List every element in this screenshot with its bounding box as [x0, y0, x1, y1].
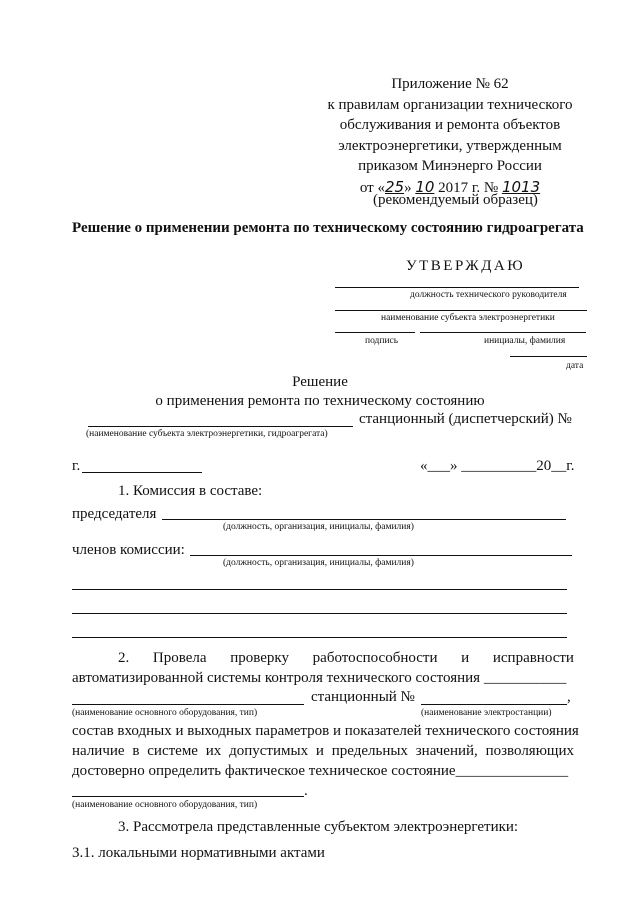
equipment-caption: (наименование основного оборудования, тип) [72, 708, 258, 718]
power-station-caption: (наименование электростанции) [421, 708, 552, 718]
order-day: 25 [384, 177, 405, 196]
equipment-caption-2: (наименование основного оборудования, тип) [72, 800, 258, 810]
appendix-header [300, 74, 600, 198]
signature-line [335, 332, 415, 333]
signature-caption: подпись [365, 336, 399, 346]
document-title: Решение о применении ремонта по техническому состоянию гидроагрегата [72, 220, 584, 236]
date-line [510, 356, 587, 357]
members-line-4 [72, 637, 567, 638]
appendix-order-date: от «25» 10 2017 г. № 1013 [359, 177, 541, 196]
city-line [82, 472, 202, 473]
parameters-paragraph: состав входных и выходных параметров и показателей технического состояния наличие в системе их допустимых и предельных значений, позволяющих достоверно определить фактическое техническое состояние_______________ [72, 723, 579, 779]
members-label: членов комиссии: [72, 542, 185, 558]
appendix-line-3: обслуживания и ремонта объектов [339, 117, 561, 133]
station-number-line [421, 704, 567, 705]
decision-title: Решение [292, 374, 348, 390]
section2-paragraph [72, 648, 574, 688]
appendix-number: Приложение № 62 [391, 76, 509, 92]
members-line [190, 555, 572, 556]
entity-line [335, 310, 587, 311]
date-caption: дата [566, 361, 584, 371]
section2-second-line: автоматизированной системы контроля технического состояния ___________ [72, 670, 567, 686]
equipment-line [72, 704, 304, 705]
members-line-2 [72, 589, 567, 590]
initials-caption: инициалы, фамилия [484, 336, 566, 346]
decision-date: «___» __________20__г. [420, 458, 575, 474]
position-line [335, 287, 579, 288]
section3-item-1: 3.1. локальными нормативными актами [72, 845, 325, 861]
members-line-3 [72, 613, 567, 614]
section3-heading: 3. Рассмотрела представленные субъектом электроэнергетики: [118, 819, 519, 835]
order-number: 1013 [501, 177, 541, 196]
members-caption: (должность, организация, инициалы, фамилия) [223, 558, 414, 568]
approve-title: УТВЕРЖДАЮ [406, 258, 526, 274]
chair-label: председателя [72, 506, 157, 522]
entity-hydro-caption: (наименование субъекта электроэнергетики, гидроагрегата) [86, 429, 328, 439]
entity-caption: наименование субъекта электроэнергетики [381, 313, 555, 323]
appendix-line-4: электроэнергетики, утвержденным [338, 137, 562, 154]
entity-name-line [88, 426, 353, 427]
order-month: 10 [415, 177, 435, 196]
section2-first-line: 2. Провела проверку работоспособности и исправности [118, 650, 574, 666]
station-dispatch-number: станционный (диспетчерский) № [359, 411, 572, 427]
position-caption: должность технического руководителя [410, 290, 567, 300]
equipment-line-2 [72, 796, 304, 797]
appendix-line-2: к правилам организации технического [327, 96, 573, 113]
city-label: г. [72, 458, 81, 474]
commission-heading: 1. Комиссия в составе: [118, 483, 263, 499]
station-number-label: станционный № [311, 689, 415, 705]
appendix-line-5: приказом Минэнерго России [358, 158, 542, 174]
decision-subtitle: о применения ремонта по техническому состоянию [155, 393, 485, 409]
chair-caption: (должность, организация, инициалы, фамилия) [223, 522, 414, 532]
initials-line [420, 332, 586, 333]
chair-line [162, 519, 566, 520]
recommended-sample-note: (рекомендуемый образец) [373, 192, 538, 208]
